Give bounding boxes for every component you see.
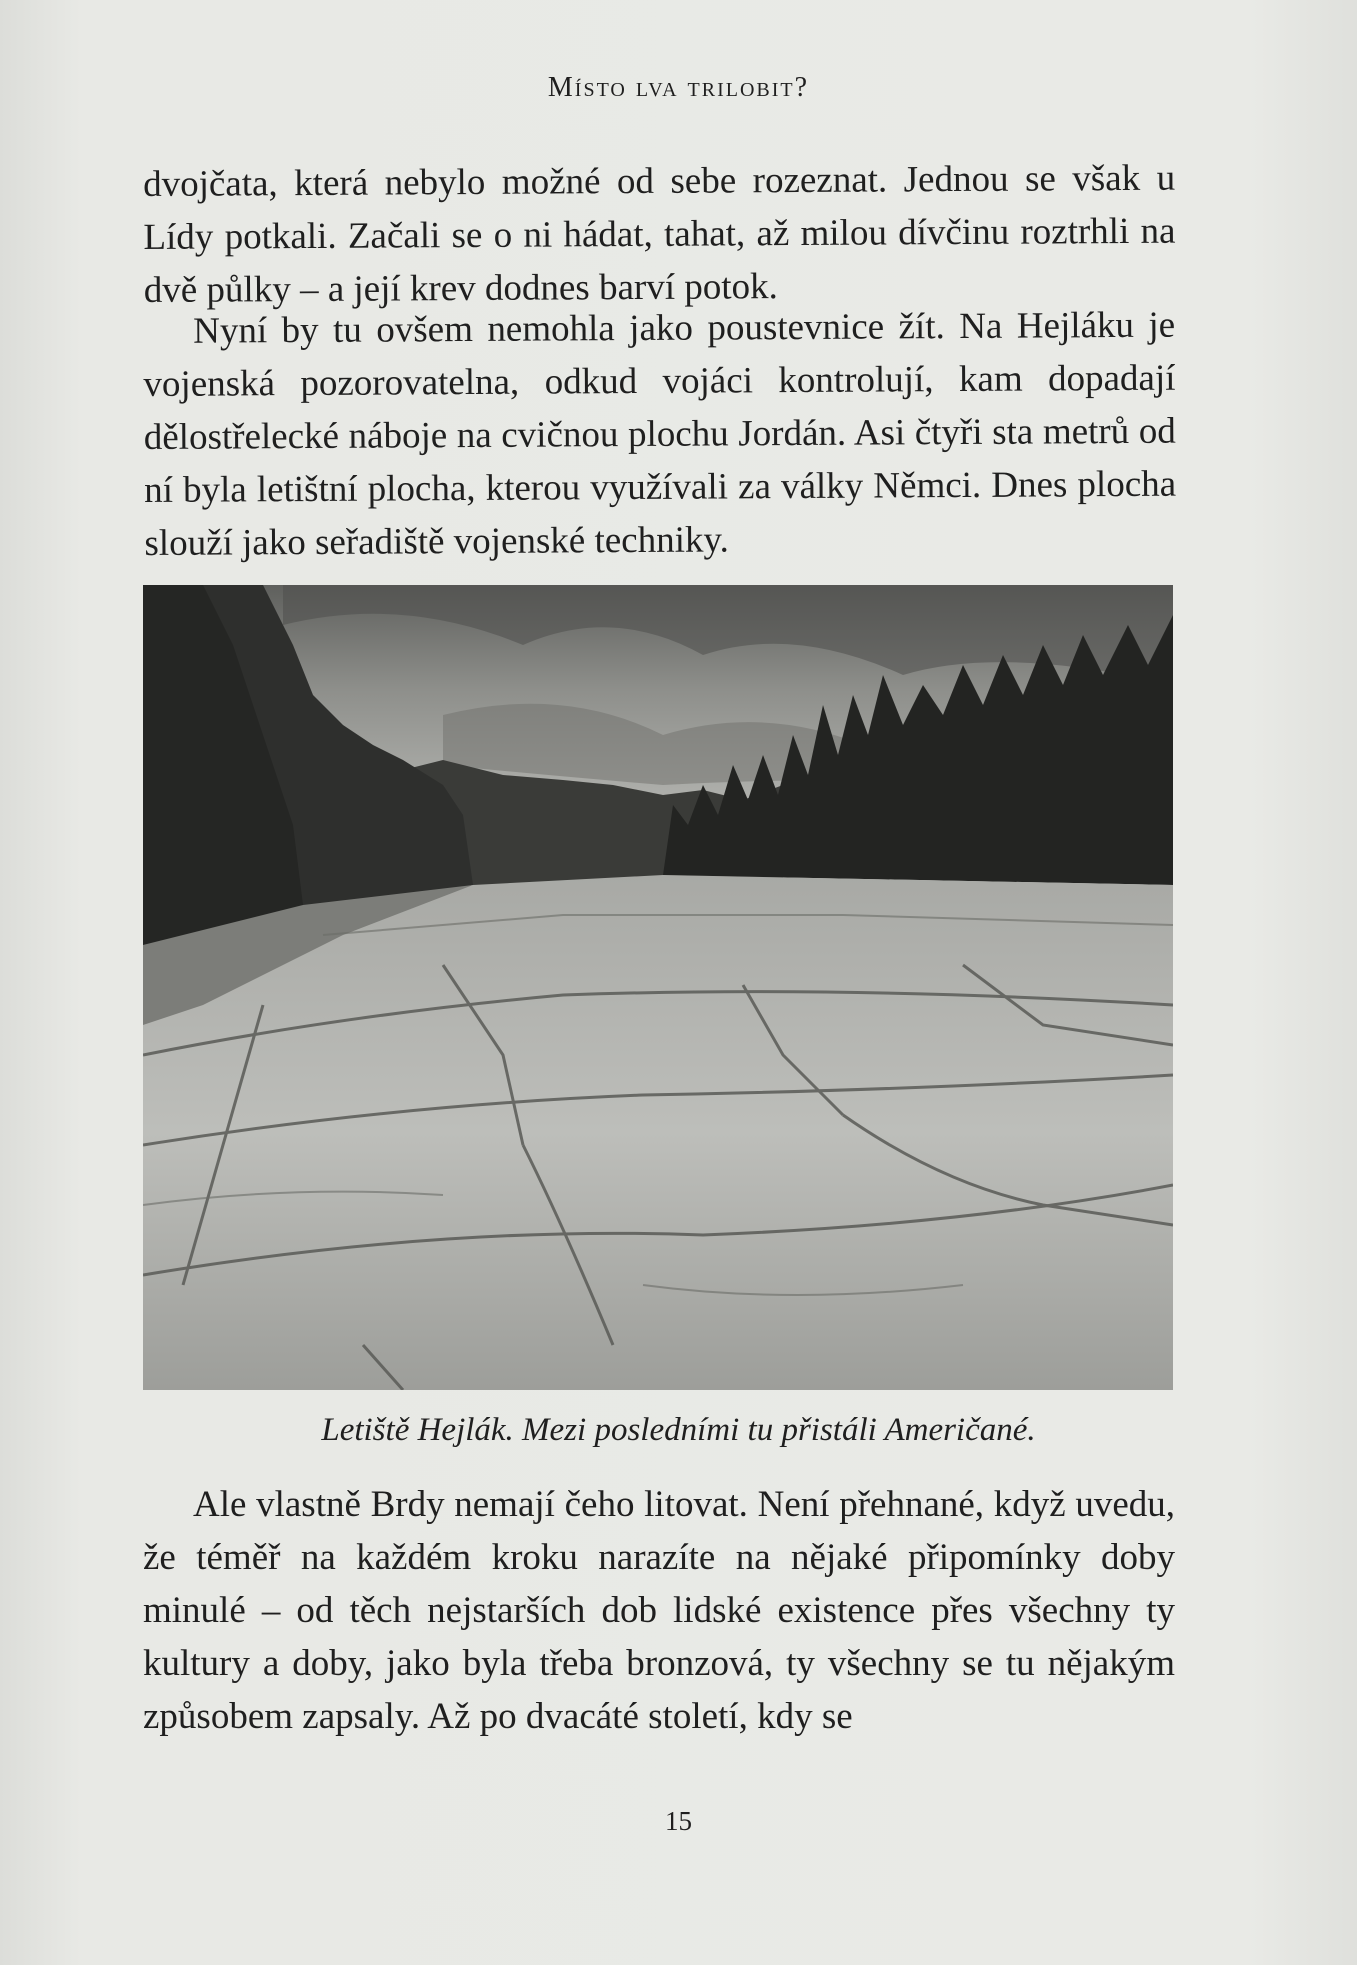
airfield-photo (143, 585, 1173, 1390)
paragraph-3: Ale vlastně Brdy nemají čeho litovat. Není přehnané, když uvedu, že téměř na každém kroku narazíte na nějaké připomínky doby minulé – od těch nejstarších dob lidské existence přes všechny ty kultury a doby, jako byla třeba bronzová, ty všechny se tu nějakým způsobem zapsaly. Až po dvacáté století, kdy se (143, 1484, 1175, 1737)
page-number: 15 (665, 1806, 692, 1836)
photo-caption: Letiště Hejlák. Mezi posledními tu přistáli Američané. (321, 1412, 1036, 1448)
paragraph-1: dvojčata, která nebylo možné od sebe rozeznat. Jednou se však u Lídy potkali. Začali se o ni hádat, tahat, až milou dívčinu roztrhli na dvě půlky – a její krev dodnes barví potok. (143, 157, 1176, 311)
paragraph-2: Nyní by tu ovšem nemohla jako poustevnice žít. Na Hejláku je vojenská pozorovatelna, odkud vojáci kontrolují, kam dopadají dělostřelecké náboje na cvičnou plochu Jordán. Asi čtyři sta metrů od ní byla letištní plocha, kterou využívali za války Němci. Dnes plocha slouží jako seřadiště vojenské techniky. (143, 304, 1177, 564)
running-head: Místo lva trilobit? (547, 72, 810, 103)
